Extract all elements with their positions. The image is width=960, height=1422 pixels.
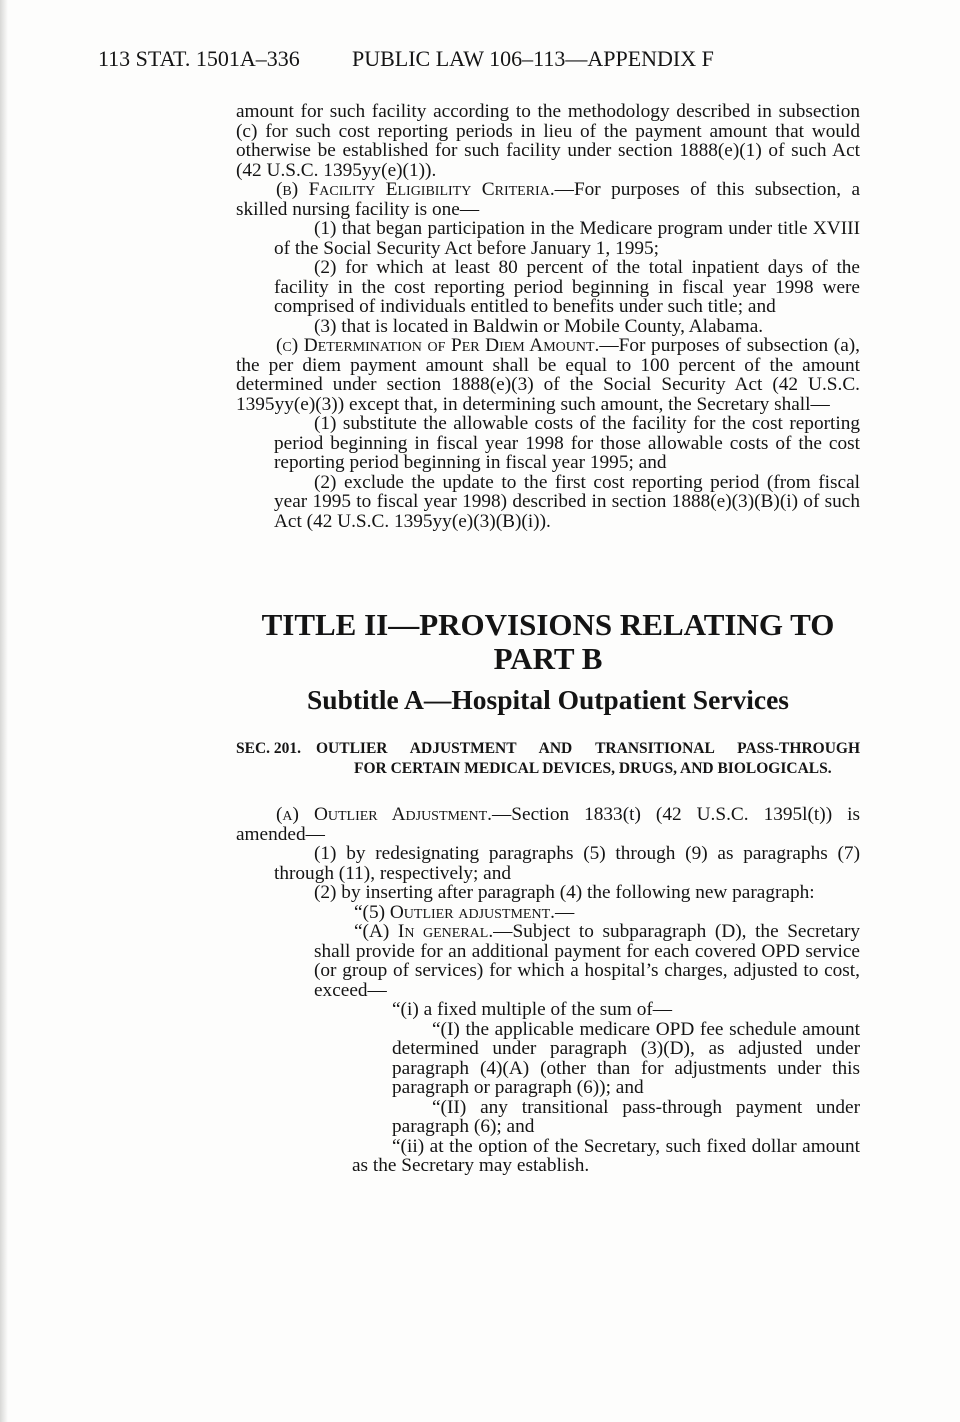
title-line-2: PART B [493, 641, 603, 676]
subsection-a [236, 805, 860, 844]
paragraph-c2: (2) exclude the update to the first cost reporting period (from fiscal year 1995 to fiscal year 1998) described in section 1888(e)(3)(B)(i) of such Act (42 U.S.C. 1395yy(e)(3)(B)(i)). [274, 471, 860, 532]
subsection-c-text: —For purposes of subsection (a), the per diem payment amount shall be equal to 100 percent of the amount determined under section 1888(e)(3) of the Social Security Act (42 U.S.C. 1395yy(e)(3)) except that, in determining such amount, the Secretary shall— [236, 335, 860, 415]
quoted-subclause-I: “(I) the applicable medicare OPD fee schedule amount determined under paragraph (3)(D), as adjusted under paragraph (4)(A) (other than for adjustments under this paragraph or paragraph (6)); and [392, 1018, 860, 1098]
quoted-subparagraph-a [314, 922, 860, 1000]
quoted-paragraph-5 [314, 903, 860, 923]
subsection-a-heading: (a) Outlier Adjustment. [276, 804, 493, 825]
quoted-clause-i: “(i) a fixed multiple of the sum of— [392, 999, 673, 1020]
page-reference: 113 STAT. 1501A–336 [98, 46, 300, 71]
running-header [98, 46, 714, 72]
paragraph-a1: (1) by redesignating paragraphs (5) through (9) as paragraphs (7) through (11), respectively; and [274, 843, 860, 884]
subsection-c-heading: (c) Determination of Per Diem Amount. [276, 335, 600, 356]
sec-body-top [236, 102, 860, 531]
section-number: SEC. 201. [236, 740, 302, 757]
quoted-subparagraph-a-heading: “(A) In general. [354, 921, 494, 942]
subsection-b-text: —For purposes of this subsection, a skilled nursing facility is one— [236, 179, 860, 220]
page-edge-shadow [0, 0, 8, 1422]
subsection-c [236, 336, 860, 414]
subtitle-heading: Subtitle A—Hospital Outpatient Services [306, 684, 790, 715]
section-heading [236, 739, 860, 778]
continued-paragraph: amount for such facility according to the methodology described in subsection (c) for such cost reporting periods in lieu of the payment amount that would otherwise be established for such facility under section 1888(e)(1) of such Act (42 U.S.C. 1395yy(e)(1)). [236, 101, 860, 181]
paragraph-c1: (1) substitute the allowable costs of the facility for the cost reporting period beginning in fiscal year 1998 for those allowable costs of the cost reporting period beginning in fiscal year 1995; and [274, 413, 860, 473]
quoted-subparagraph-a-text: —Subject to subparagraph (D), the Secretary shall provide for an additional payment for each covered OPD service (or group of services) for which a hospital’s charges, adjusted to cost, exceed— [314, 921, 861, 1001]
section-heading-rest: FOR CERTAIN MEDICAL DEVICES, DRUGS, AND BIOLOGICALS. [354, 759, 832, 777]
paragraph-b2: (2) for which at least 80 percent of the total inpatient days of the facility in the cost reporting period beginning in fiscal year 1998 were comprised of individuals entitled to benefits under such title; and [274, 257, 860, 317]
paragraph-b3: (3) that is located in Baldwin or Mobile County, Alabama. [314, 315, 764, 337]
subsection-b-heading: (b) Facility Eligibility Criteria. [276, 179, 555, 200]
quoted-clause-ii: “(ii) at the option of the Secretary, such fixed dollar amount as the Secretary may establish. [352, 1135, 860, 1176]
paragraph-a2: (2) by inserting after paragraph (4) the following new paragraph: [314, 882, 815, 903]
subsection-a-text: —Section 1833(t) (42 U.S.C. 1395l(t)) is amended— [236, 804, 860, 845]
subsection-b [236, 180, 860, 219]
law-reference: PUBLIC LAW 106–113—APPENDIX F [352, 46, 714, 71]
sec-body-bottom [236, 805, 860, 1176]
quoted-subclause-II: “(II) any transitional pass-through payment under paragraph (6); and [392, 1096, 860, 1137]
title-line-1: TITLE II—PROVISIONS RELATING TO [261, 607, 835, 642]
paragraph-b1: (1) that began participation in the Medicare program under title XVIII of the Social Security Act before January 1, 1995; [274, 218, 860, 259]
quoted-paragraph-5-text: “(5) Outlier adjustment.— [354, 901, 575, 923]
section-heading-line1: OUTLIER ADJUSTMENT AND TRANSITIONAL PASS-THROUGH [316, 740, 860, 757]
